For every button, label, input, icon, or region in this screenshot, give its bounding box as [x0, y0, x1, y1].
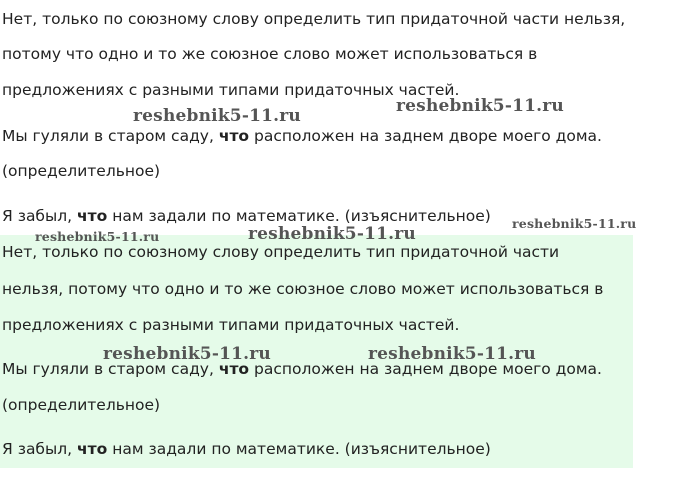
- answer-line-1: Нет, только по союзному слову определить тип придаточной части нельзя,: [2, 10, 626, 28]
- watermark: reshebnik5-11.ru: [248, 224, 416, 244]
- answer-line-2: нельзя, потому что одно и то же союзное слово может использоваться в: [2, 280, 604, 298]
- keyword: что: [218, 127, 250, 145]
- keyword: что: [77, 207, 108, 225]
- example-type-1: (определительное): [2, 162, 161, 180]
- watermark: reshebnik5-11.ru: [103, 344, 271, 364]
- example-sentence-2: Я забыл, что нам задали по математике. (изъяснительное): [2, 207, 491, 225]
- answer-line-1: Нет, только по союзному слову определить тип придаточной части: [2, 243, 560, 261]
- answer-line-2: потому что одно и то же союзное слово может использоваться в: [2, 45, 538, 63]
- watermark: reshebnik5-11.ru: [396, 96, 564, 116]
- watermark: reshebnik5-11.ru: [133, 106, 301, 126]
- example-sentence-1: Мы гуляли в старом саду, что расположен на заднем дворе моего дома.: [2, 360, 602, 378]
- watermark: reshebnik5-11.ru: [35, 229, 160, 244]
- watermark: reshebnik5-11.ru: [368, 344, 536, 364]
- example-sentence-2: Я забыл, что нам задали по математике. (изъяснительное): [2, 440, 491, 458]
- answer-line-3: предложениях с разными типами придаточных частей.: [2, 81, 460, 99]
- keyword: что: [77, 440, 108, 458]
- keyword: что: [218, 360, 250, 378]
- answer-line-3: предложениях с разными типами придаточных частей.: [2, 316, 460, 334]
- example-type-1: (определительное): [2, 396, 161, 414]
- answer-plain: [0, 0, 680, 232]
- answer-highlighted: [0, 235, 633, 468]
- watermark: reshebnik5-11.ru: [512, 216, 637, 231]
- example-sentence-1: Мы гуляли в старом саду, что расположен на заднем дворе моего дома.: [2, 127, 602, 145]
